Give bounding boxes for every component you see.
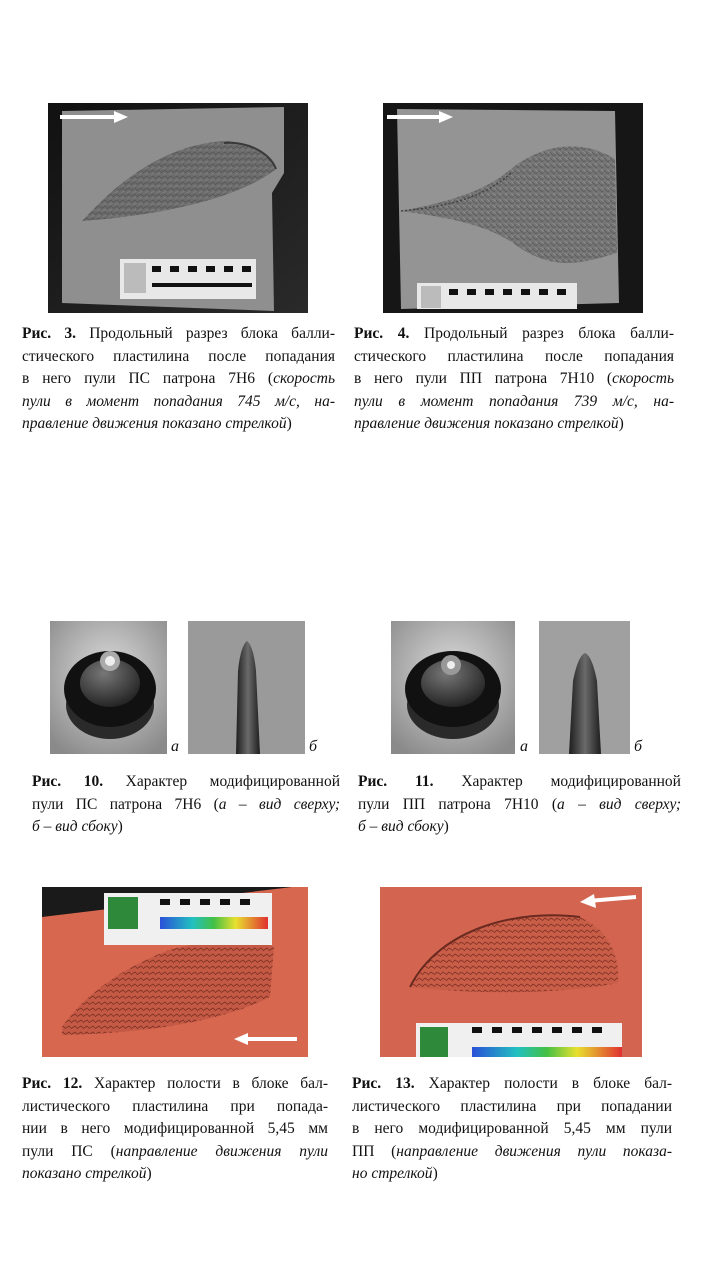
- fig13-photo: [380, 887, 642, 1057]
- fig12-caption: Рис. 12. Характер полости в блоке бал- листического пластилина при попада- нии в него модифицированной 5,45 мм пули ПС (направление движения пули показано стрелкой): [22, 1075, 329, 1182]
- fig11-label-b: б: [634, 738, 643, 755]
- fig12-number: Рис. 12.: [22, 1075, 83, 1092]
- fig13-caption: Рис. 13. Характер полости в блоке бал- листического пластилина при попадании в него модифицированной 5,45 мм пули ПП (направление движения пули показа- но стрелкой): [352, 1075, 673, 1182]
- fig11-number: Рис. 11.: [358, 773, 434, 790]
- fig11-caption: Рис. 11. Характер модифицированной пули ПП патрона 7Н10 (а – вид сверху; б – вид сбоку): [358, 773, 682, 835]
- fig10-number: Рис. 10.: [32, 773, 104, 790]
- fig3-number: Рис. 3.: [22, 325, 76, 342]
- fig11-photo-a: [391, 621, 515, 754]
- fig10-photo-b: [188, 621, 305, 754]
- fig3-caption: Рис. 3. Продольный разрез блока балли- стического пластилина после попадания в него пули ПС патрона 7Н6 (скорость пули в момент попадания 745 м/с, на- правление движения показано стрелкой): [22, 325, 336, 432]
- fig4-number: Рис. 4.: [354, 325, 410, 342]
- fig11-photo-b: [539, 621, 630, 754]
- fig12-photo: [42, 887, 308, 1057]
- fig10-label-a: а: [171, 738, 179, 755]
- fig4-photo: [383, 103, 643, 313]
- fig3-photo: [48, 103, 308, 313]
- fig13-number: Рис. 13.: [352, 1075, 415, 1092]
- fig11-label-a: а: [520, 738, 528, 755]
- fig4-caption: Рис. 4. Продольный разрез блока балли- стического пластилина после попадания в него пули ПП патрона 7Н10 (скорость пули в момент попадания 739 м/с, на- правление движения показано стрелкой): [354, 325, 674, 432]
- fig10-label-b: б: [309, 738, 318, 755]
- fig10-caption: Рис. 10. Характер модифицированной пули ПС патрона 7Н6 (а – вид сверху; б – вид сбоку): [32, 773, 340, 835]
- fig10-photo-a: [50, 621, 167, 754]
